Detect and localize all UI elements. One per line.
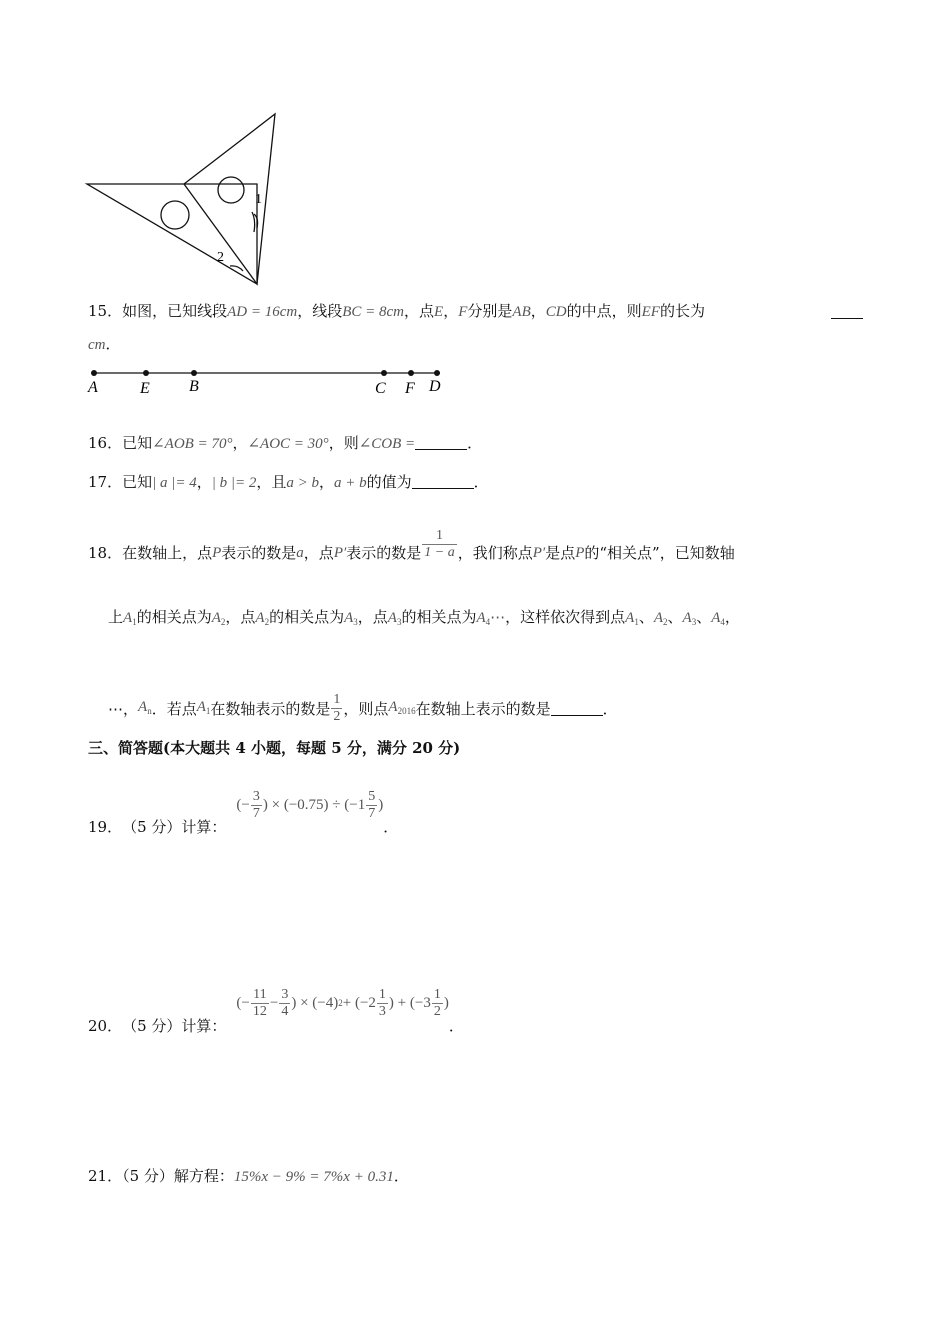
point-e-label: E (140, 380, 150, 397)
fraction-numerator: 1 (333, 692, 341, 707)
q16-math: ∠AOB = 70° (152, 436, 233, 452)
q17-math: | b |= 2 (211, 475, 257, 491)
q15-math: BC = 8cm (342, 304, 405, 320)
q16-math: ∠COB = (358, 436, 416, 452)
q18-a1: $A_1$ (196, 698, 211, 716)
q18-a1: $A_1$ (123, 610, 137, 627)
point-c-dot (381, 370, 387, 376)
angle-1-label: 1 (255, 192, 262, 207)
q15-text: 的中点，则 (566, 302, 642, 320)
q20-number: 20． (88, 1017, 123, 1035)
q17-text: 已知 (122, 473, 153, 491)
question-15 (88, 301, 705, 322)
q19-label: （5 分）计算： (122, 818, 227, 836)
q18-dots: ⋯ (490, 610, 506, 626)
q18-a3: $A_3$ (344, 610, 358, 627)
point-a-label: A (88, 379, 98, 396)
q17-end: ． (473, 473, 489, 491)
q15-math: F (458, 304, 468, 320)
q18-a3: $A_3$ (682, 610, 697, 627)
q18-sep: 、 (696, 608, 712, 626)
triangle-hole-right (218, 177, 244, 203)
q15-answer-blank[interactable] (831, 304, 863, 319)
q18-half-fraction (331, 692, 342, 725)
q15-text: ， (443, 302, 459, 320)
point-b-dot (191, 370, 197, 376)
q18-text: ，点 (303, 544, 334, 562)
point-e-dot (143, 370, 149, 376)
question-20 (88, 970, 464, 1036)
set-squares-figure (80, 108, 290, 293)
q18-related-fraction (422, 528, 456, 561)
q17-text: ， (196, 473, 212, 491)
q18-a1: $A_1$ (625, 610, 639, 627)
segment-figure (84, 362, 454, 398)
q18-math: P (212, 545, 222, 561)
q18-sep: 、 (638, 608, 654, 626)
q15-unit: cm (88, 337, 106, 353)
q19-number: 19． (88, 818, 123, 836)
q18-a2: $A_2$ (211, 610, 226, 627)
q18-text: ，这样依次得到点 (505, 608, 626, 626)
q18-text: 表示的数是 (221, 544, 297, 562)
q15-text: 的长为 (659, 302, 705, 320)
q18-math: P′ (532, 545, 546, 561)
q18-a2016: $A_{2016}$ (388, 698, 416, 716)
question-18-line-2 (108, 607, 740, 632)
q18-text: 的相关点为 (136, 608, 212, 626)
q21-end: ． (393, 1167, 409, 1185)
q15-unit-line (88, 334, 121, 355)
point-d-dot (434, 370, 440, 376)
question-17 (88, 472, 489, 493)
q17-math: | a |= 4 (152, 475, 197, 491)
angle-2-label: 2 (217, 250, 224, 265)
q17-number: 17． (88, 473, 123, 491)
q18-a2: $A_2$ (653, 610, 668, 627)
angle-2-arc (230, 266, 243, 271)
q18-an: $A_n$ (138, 698, 152, 716)
q15-end: ． (105, 335, 121, 353)
point-f-label: F (405, 380, 415, 397)
q18-a2: $A_2$ (255, 610, 270, 627)
q17-math: a > b (286, 475, 320, 491)
q18-text: ，我们称点 (457, 544, 533, 562)
q15-text: ，线段 (297, 302, 343, 320)
q18-answer-blank[interactable] (551, 701, 603, 716)
point-c-label: C (375, 380, 386, 397)
q15-number: 15． (88, 302, 123, 320)
point-d-label: D (429, 378, 441, 395)
q16-text: 已知 (122, 434, 153, 452)
q16-answer-blank[interactable] (415, 435, 467, 450)
q18-text: 上 (108, 608, 124, 626)
fraction-numerator: 1 (436, 527, 443, 543)
q18-a4: $A_4$ (711, 610, 725, 627)
q16-end: ． (467, 434, 483, 452)
q18-text: 在数轴上，点 (122, 544, 213, 562)
q15-math: AB (512, 304, 531, 320)
q21-number: 21． (88, 1167, 123, 1185)
q20-expression: (− $\frac{11}{12}$ − $\frac{3}{4}$ ) × (−4) 2 + (−2 $\frac{1}{3}$ ) + (−3 $\frac{1}{2}$ ) (236, 986, 449, 1019)
q18-a4: $A_4$ (476, 610, 491, 627)
point-b-label: B (189, 378, 199, 395)
q18-text: 的相关点为 (401, 608, 477, 626)
q18-text: ， (724, 608, 740, 626)
q15-math: E (434, 304, 444, 320)
q15-math: AD = 16cm (227, 304, 298, 320)
q15-text: 如图，已知线段 (122, 302, 228, 320)
q18-text: 在数轴上表示的数是 (415, 699, 551, 718)
q18-text: 表示的数是 (346, 544, 422, 562)
q16-text: ，则 (328, 434, 359, 452)
q18-text: 是点 (545, 544, 576, 562)
q17-answer-blank[interactable] (412, 474, 474, 489)
q18-text: ，点 (225, 608, 256, 626)
q18-text: 在数轴表示的数是 (210, 699, 331, 718)
question-16 (88, 433, 482, 454)
q18-a3: $A_3$ (387, 610, 402, 627)
q15-text: ， (530, 302, 546, 320)
triangle-hole-left (161, 201, 189, 229)
q15-math: CD (545, 304, 567, 320)
q18-text: ，则点 (343, 699, 389, 718)
q18-math: a (296, 545, 304, 561)
q15-text: 分别是 (467, 302, 513, 320)
q19-end: ． (383, 818, 399, 836)
q15-math: EF (641, 304, 660, 320)
q19-expression: (− $\frac{3}{7}$ ) × (−0.75) ÷ (−1 $\frac{5}{7}$ ) (236, 788, 384, 821)
q15-text: ，点 (404, 302, 435, 320)
q17-text: ，且 (256, 473, 287, 491)
q18-text: ⋯， (108, 699, 139, 718)
question-19 (88, 773, 398, 837)
point-f-dot (408, 370, 414, 376)
q20-end: ． (448, 1017, 464, 1035)
q16-text: ， (232, 434, 248, 452)
q18-sep: 、 (667, 608, 683, 626)
large-triangle (87, 184, 257, 284)
q17-text: 的值为 (366, 473, 412, 491)
q21-equation: 15%x − 9% = 7%x + 0.31 (233, 1169, 394, 1185)
q18-text: ．若点 (151, 699, 197, 718)
question-18 (88, 527, 735, 563)
q16-number: 16． (88, 434, 123, 452)
q18-text: 的相关点为 (269, 608, 345, 626)
q18-text: ，点 (357, 608, 388, 626)
fraction-denominator: 2 (333, 709, 341, 724)
section-3-title: 三、简答题(本大题共 4 小题，每题 5 分，满分 20 分) (88, 739, 461, 757)
point-a-dot (91, 370, 97, 376)
q16-math: ∠AOC = 30° (247, 436, 329, 452)
q21-label: （5 分）解方程： (122, 1167, 234, 1185)
q17-math: a + b (334, 475, 367, 491)
q18-math: P′ (333, 545, 347, 561)
q18-math: P (575, 545, 585, 561)
question-18-line-3 (108, 692, 618, 725)
q17-text: ， (319, 473, 335, 491)
q18-number: 18． (88, 544, 123, 562)
q20-label: （5 分）计算： (122, 1017, 227, 1035)
q18-end: ． (602, 699, 618, 718)
q18-text: 的“相关点”，已知数轴 (584, 544, 735, 562)
fraction-denominator: 1 − a (424, 544, 455, 560)
question-21 (88, 1166, 409, 1187)
